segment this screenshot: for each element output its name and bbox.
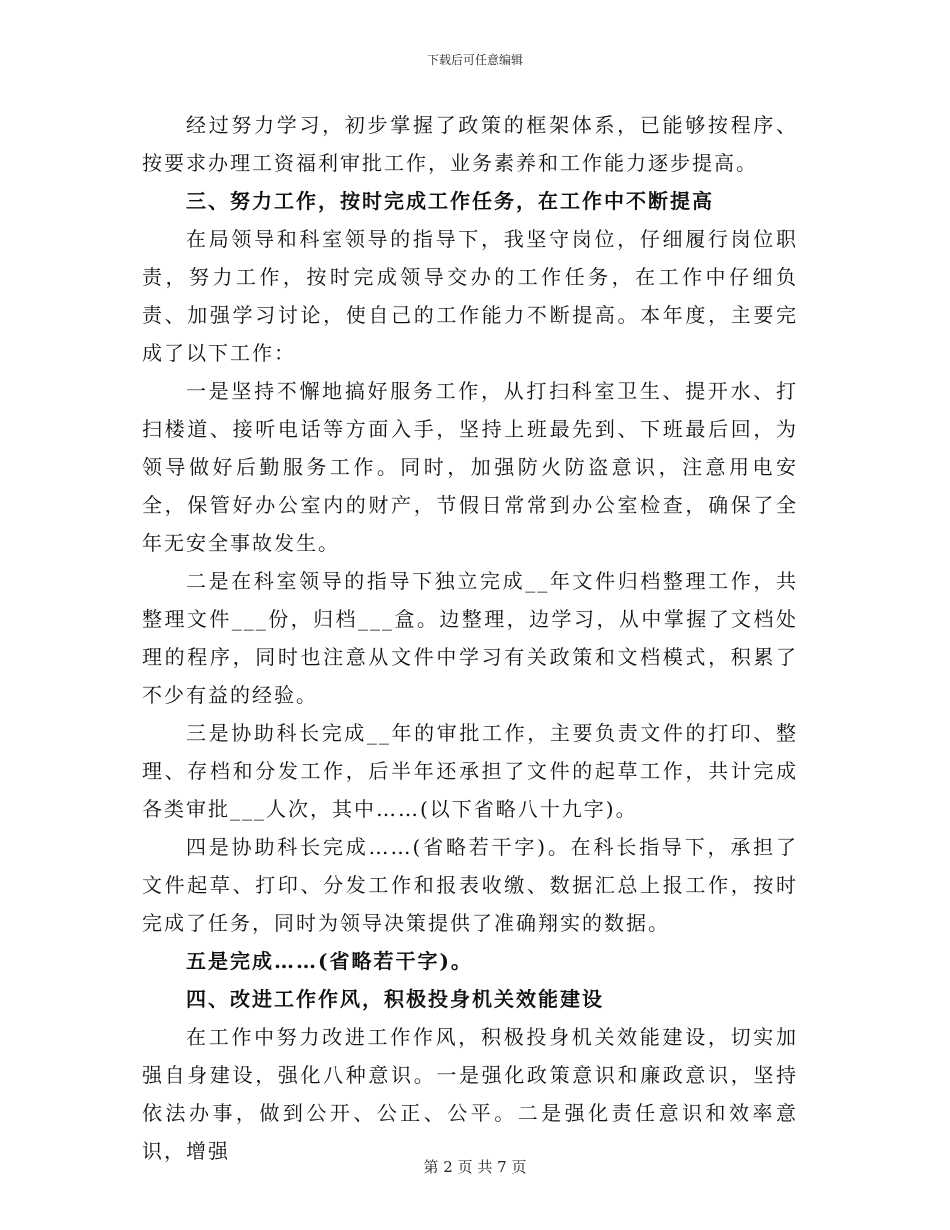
paragraph: 三是协助科长完成__年的审批工作，主要负责文件的打印、整理、存档和分发工作，后半年还承担了文件的起草工作，共计完成各类审批___人次，其中……(以下省略八十九字)。 — [142, 721, 798, 821]
page-header: 下载后可任意编辑 — [426, 53, 523, 67]
bold-paragraph: 五是完成……(省略若干字)。 — [186, 949, 473, 973]
page-footer: 第 2 页 共 7 页 — [423, 1158, 527, 1176]
section-heading: 四、改进工作作风，积极投身机关效能建设 — [186, 987, 604, 1011]
paragraph: 一是坚持不懈地搞好服务工作，从打扫科室卫生、提开水、打扫楼道、接听电话等方面入手，坚持上班最先到、下班最后回，为领导做好后勤服务工作。同时，加强防火防盗意识，注意用电安全，保管好办公室内的财产，节假日常常到办公室检查，确保了全年无安全事故发生。 — [142, 379, 798, 555]
paragraph: 经过努力学习，初步掌握了政策的框架体系，已能够按程序、按要求办理工资福利审批工作，业务素养和工作能力逐步提高。 — [142, 113, 798, 175]
paragraph: 二是在科室领导的指导下独立完成__年文件归档整理工作，共整理文件___份，归档___盒。边整理，边学习，从中掌握了文档处理的程序，同时也注意从文件中学习有关政策和文档模式，积累了不少有益的经验。 — [142, 569, 798, 707]
paragraph: 在局领导和科室领导的指导下，我坚守岗位，仔细履行岗位职责，努力工作，按时完成领导交办的工作任务，在工作中仔细负责、加强学习讨论，使自己的工作能力不断提高。本年度，主要完成了以下工作： — [142, 227, 798, 365]
document-body — [142, 106, 798, 1170]
section-heading: 三、努力工作，按时完成工作任务，在工作中不断提高 — [186, 189, 714, 213]
paragraph: 四是协助科长完成……(省略若干字)。在科长指导下，承担了文件起草、打印、分发工作和报表收缴、数据汇总上报工作，按时完成了任务，同时为领导决策提供了准确翔实的数据。 — [142, 835, 798, 935]
paragraph: 在工作中努力改进工作作风，积极投身机关效能建设，切实加强自身建设，强化八种意识。一是强化政策意识和廉政意识，坚持依法办事，做到公开、公正、公平。二是强化责任意识和效率意识，增强 — [142, 1025, 798, 1163]
